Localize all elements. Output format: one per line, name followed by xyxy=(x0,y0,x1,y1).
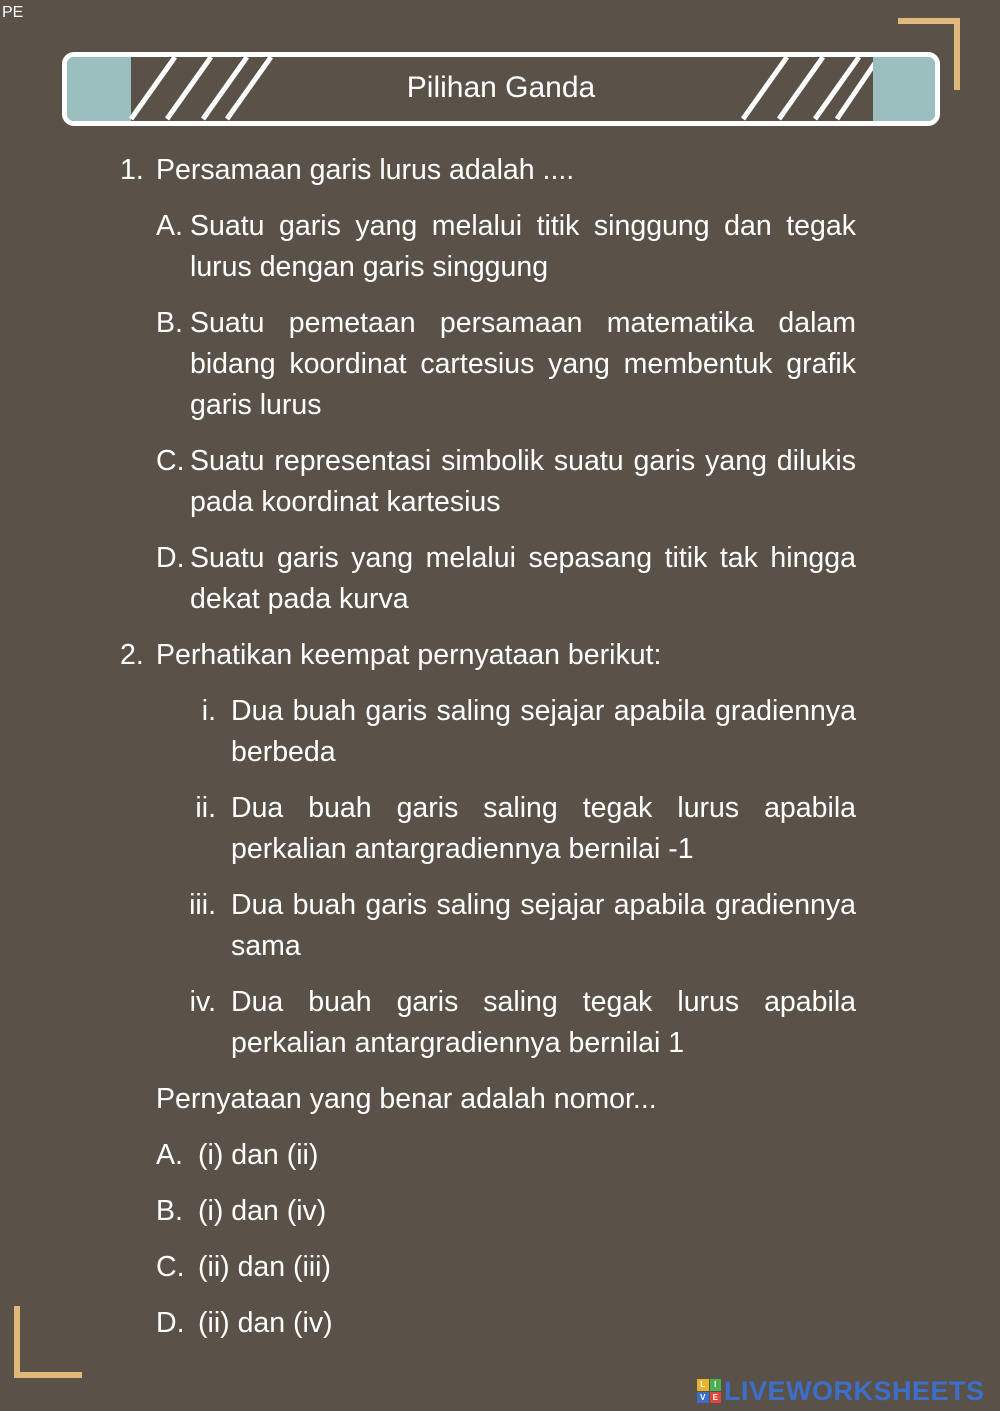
option-text: Suatu garis yang melalui titik singgung dan tegak lurus dengan garis singgung xyxy=(190,210,856,283)
option-text: Suatu representasi simbolik suatu garis yang dilukis pada koordinat kartesius xyxy=(190,445,856,518)
section-banner xyxy=(62,52,940,126)
statement-text: Dua buah garis saling sejajar apabila gradiennya sama xyxy=(231,889,856,962)
option-1d[interactable] xyxy=(156,538,856,620)
option-text: (i) dan (ii) xyxy=(198,1139,319,1171)
option-text: Suatu pemetaan persamaan matematika dalam bidang koordinat cartesius yang membentuk grafik garis lurus xyxy=(190,307,856,421)
statement-ii xyxy=(156,788,856,870)
liveworksheets-logo[interactable] xyxy=(697,1376,985,1406)
worksheet-content xyxy=(120,150,856,1344)
option-text: Suatu garis yang melalui sepasang titik tak hingga dekat pada kurva xyxy=(190,542,856,615)
option-1c[interactable] xyxy=(156,441,856,523)
option-label: A. xyxy=(156,1139,183,1171)
option-text: (ii) dan (iii) xyxy=(198,1251,332,1283)
banner-title: Pilihan Ganda xyxy=(406,71,596,104)
option-label: B. xyxy=(156,1195,183,1227)
statement-iii xyxy=(156,885,856,967)
option-2d[interactable] xyxy=(156,1303,856,1344)
statement-i xyxy=(156,691,856,773)
option-label: A. xyxy=(156,210,183,242)
question-text: Persamaan garis lurus adalah .... xyxy=(156,154,575,186)
question-prompt: Pernyataan yang benar adalah nomor... xyxy=(156,1083,657,1115)
logo-mark-icon: L I V E xyxy=(697,1379,721,1403)
corner-label: PE xyxy=(2,4,24,21)
statement-label: iii. xyxy=(189,889,216,921)
option-label: B. xyxy=(156,307,183,339)
option-1b[interactable] xyxy=(156,303,856,426)
option-label: D. xyxy=(156,1307,185,1339)
statement-label: iv. xyxy=(189,986,216,1018)
question-2 xyxy=(120,635,856,676)
corner-decoration-bottom-left xyxy=(14,1306,82,1378)
question-1 xyxy=(120,150,856,191)
statement-text: Dua buah garis saling tegak lurus apabila perkalian antargradiennya bernilai -1 xyxy=(231,792,856,865)
question-number: 1. xyxy=(120,154,144,186)
option-2b[interactable] xyxy=(156,1191,856,1232)
statement-label: ii. xyxy=(195,792,216,824)
statement-text: Dua buah garis saling tegak lurus apabila perkalian antargradiennya bernilai 1 xyxy=(231,986,856,1059)
question-number: 2. xyxy=(120,639,144,671)
question-text: Perhatikan keempat pernyataan berikut: xyxy=(156,639,662,671)
logo-text: LIVEWORKSHEETS xyxy=(724,1375,985,1406)
statement-text: Dua buah garis saling sejajar apabila gradiennya berbeda xyxy=(231,695,856,768)
option-text: (i) dan (iv) xyxy=(198,1195,327,1227)
option-label: D. xyxy=(156,542,185,574)
statement-iv xyxy=(156,982,856,1064)
option-2a[interactable] xyxy=(156,1135,856,1176)
option-text: (ii) dan (iv) xyxy=(198,1307,333,1339)
option-label: C. xyxy=(156,445,185,477)
option-2c[interactable] xyxy=(156,1247,856,1288)
option-1a[interactable] xyxy=(156,206,856,288)
statement-label: i. xyxy=(201,695,216,727)
option-label: C. xyxy=(156,1251,185,1283)
